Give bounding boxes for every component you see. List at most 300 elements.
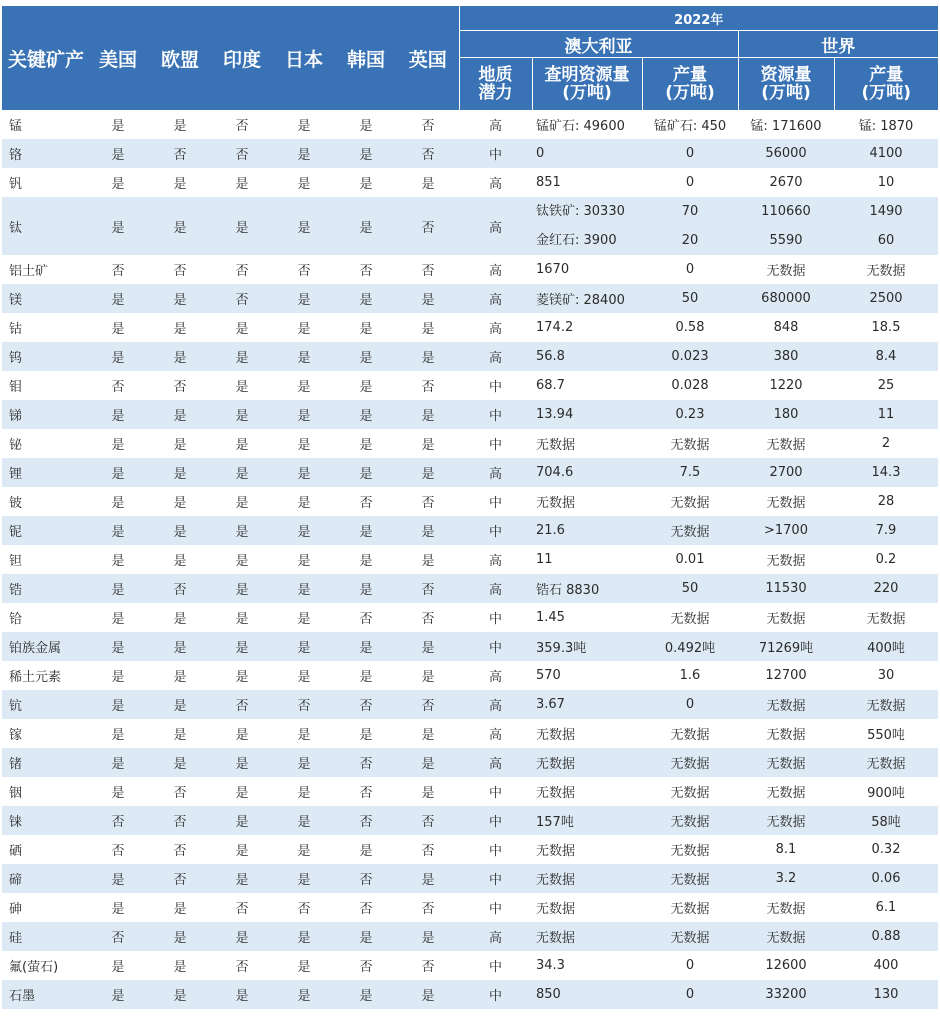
cell-country-korea: 是 <box>335 632 397 661</box>
cell-country-uk: 是 <box>397 458 459 487</box>
table-row <box>2 139 938 168</box>
header-aus-production: 产量 (万吨) <box>642 58 738 111</box>
header-country-japan: 日本 <box>273 6 335 110</box>
cell-geo-potential: 高 <box>459 313 532 342</box>
header-geo-potential: 地质 潜力 <box>459 58 532 111</box>
cell-country-us: 是 <box>87 661 149 690</box>
cell-country-us: 是 <box>87 777 149 806</box>
cell-country-eu: 是 <box>149 516 211 545</box>
cell-world-reserves: >1700 <box>738 516 834 545</box>
cell-aus-reserves: 无数据 <box>532 748 642 777</box>
cell-geo-potential: 高 <box>459 342 532 371</box>
cell-mineral-name: 铝土矿 <box>2 255 87 284</box>
cell-world-reserves: 无数据 <box>738 690 834 719</box>
cell-mineral-name: 铬 <box>2 139 87 168</box>
cell-country-uk: 是 <box>397 545 459 574</box>
cell-mineral-name: 镁 <box>2 284 87 313</box>
cell-aus-production: 无数据 <box>642 748 738 777</box>
cell-country-india: 否 <box>211 893 273 922</box>
cell-world-reserves: 无数据 <box>738 255 834 284</box>
cell-country-india: 是 <box>211 922 273 951</box>
cell-country-india: 是 <box>211 400 273 429</box>
cell-aus-production: 0.023 <box>642 342 738 371</box>
cell-world-production: 无数据 <box>834 255 938 284</box>
cell-aus-production-line2: 20 <box>681 233 699 248</box>
cell-country-eu: 否 <box>149 255 211 284</box>
cell-world-production: 8.4 <box>834 342 938 371</box>
cell-country-india: 否 <box>211 951 273 980</box>
cell-world-reserves: 8.1 <box>738 835 834 864</box>
cell-mineral-name: 钽 <box>2 545 87 574</box>
cell-country-korea: 是 <box>335 661 397 690</box>
table-row <box>2 487 938 516</box>
cell-country-japan: 是 <box>273 516 335 545</box>
cell-aus-reserves: 无数据 <box>532 777 642 806</box>
cell-mineral-name: 镓 <box>2 719 87 748</box>
cell-mineral-name: 硅 <box>2 922 87 951</box>
cell-country-us: 是 <box>87 197 149 255</box>
cell-world-reserves: 无数据 <box>738 545 834 574</box>
cell-geo-potential: 中 <box>459 835 532 864</box>
table-row <box>2 516 938 545</box>
cell-country-uk: 否 <box>397 371 459 400</box>
cell-country-us: 是 <box>87 748 149 777</box>
cell-geo-potential: 中 <box>459 864 532 893</box>
cell-country-us: 是 <box>87 574 149 603</box>
cell-country-us: 是 <box>87 168 149 197</box>
cell-country-korea: 是 <box>335 139 397 168</box>
cell-country-japan: 是 <box>273 661 335 690</box>
cell-country-uk: 是 <box>397 980 459 1009</box>
cell-country-uk: 是 <box>397 342 459 371</box>
cell-country-us: 是 <box>87 458 149 487</box>
cell-world-reserves: 无数据 <box>738 429 834 458</box>
cell-aus-production-line1: 70 <box>681 204 699 219</box>
cell-country-india: 是 <box>211 806 273 835</box>
cell-world-production: 6.1 <box>834 893 938 922</box>
cell-country-india: 是 <box>211 371 273 400</box>
cell-country-uk: 否 <box>397 197 459 255</box>
header-country-korea: 韩国 <box>335 6 397 110</box>
cell-world-production: 25 <box>834 371 938 400</box>
cell-country-korea: 是 <box>335 197 397 255</box>
cell-world-reserves: 无数据 <box>738 893 834 922</box>
table-row <box>2 197 938 255</box>
cell-mineral-name: 钛 <box>2 197 87 255</box>
cell-aus-production: 无数据 <box>642 806 738 835</box>
cell-world-reserves: 380 <box>738 342 834 371</box>
cell-country-korea: 否 <box>335 748 397 777</box>
cell-country-japan: 是 <box>273 284 335 313</box>
cell-aus-reserves-line2: 金红石: 3900 <box>536 233 617 248</box>
cell-geo-potential: 高 <box>459 255 532 284</box>
table-body <box>2 110 938 1009</box>
cell-country-korea: 是 <box>335 835 397 864</box>
cell-country-us: 是 <box>87 603 149 632</box>
cell-aus-production: 无数据 <box>642 719 738 748</box>
cell-aus-production: 0.492吨 <box>642 632 738 661</box>
cell-country-us: 否 <box>87 835 149 864</box>
cell-aus-reserves: 174.2 <box>532 313 642 342</box>
cell-aus-reserves: 56.8 <box>532 342 642 371</box>
cell-country-uk: 是 <box>397 922 459 951</box>
cell-world-production: 130 <box>834 980 938 1009</box>
cell-country-uk: 是 <box>397 284 459 313</box>
cell-country-uk: 否 <box>397 139 459 168</box>
cell-country-eu: 是 <box>149 690 211 719</box>
cell-country-uk: 否 <box>397 690 459 719</box>
cell-country-japan: 是 <box>273 574 335 603</box>
cell-country-korea: 否 <box>335 806 397 835</box>
table-row <box>2 777 938 806</box>
cell-geo-potential: 中 <box>459 371 532 400</box>
cell-country-japan: 是 <box>273 458 335 487</box>
cell-aus-reserves: 1670 <box>532 255 642 284</box>
cell-aus-production: 1.6 <box>642 661 738 690</box>
cell-country-japan: 否 <box>273 255 335 284</box>
cell-country-india: 是 <box>211 342 273 371</box>
cell-world-production: 锰: 1870 <box>834 110 938 139</box>
cell-geo-potential: 高 <box>459 168 532 197</box>
cell-aus-reserves-line1: 钛铁矿: 30330 <box>536 204 625 219</box>
cell-country-uk: 是 <box>397 777 459 806</box>
header-world-production: 产量 (万吨) <box>834 58 938 111</box>
cell-world-production-line1: 1490 <box>869 204 903 219</box>
cell-country-eu: 否 <box>149 371 211 400</box>
cell-country-japan: 是 <box>273 487 335 516</box>
cell-country-india: 是 <box>211 748 273 777</box>
cell-country-japan: 是 <box>273 777 335 806</box>
cell-country-uk: 是 <box>397 313 459 342</box>
cell-country-eu: 是 <box>149 893 211 922</box>
cell-aus-production: 0.58 <box>642 313 738 342</box>
cell-world-reserves: 3.2 <box>738 864 834 893</box>
cell-country-korea: 是 <box>335 516 397 545</box>
cell-country-japan: 是 <box>273 429 335 458</box>
cell-country-us: 是 <box>87 516 149 545</box>
cell-country-eu: 是 <box>149 429 211 458</box>
cell-geo-potential: 中 <box>459 951 532 980</box>
cell-aus-reserves: 1.45 <box>532 603 642 632</box>
cell-country-japan: 是 <box>273 400 335 429</box>
cell-world-reserves: 无数据 <box>738 748 834 777</box>
cell-country-us: 是 <box>87 313 149 342</box>
cell-geo-potential: 高 <box>459 574 532 603</box>
cell-country-eu: 是 <box>149 458 211 487</box>
cell-world-production: 0.06 <box>834 864 938 893</box>
cell-country-uk: 否 <box>397 835 459 864</box>
cell-world-production: 7.9 <box>834 516 938 545</box>
cell-world-reserves: 无数据 <box>738 806 834 835</box>
cell-mineral-name: 锑 <box>2 400 87 429</box>
cell-world-reserves: 无数据 <box>738 603 834 632</box>
cell-country-korea: 否 <box>335 777 397 806</box>
cell-country-eu: 是 <box>149 748 211 777</box>
cell-country-eu: 是 <box>149 922 211 951</box>
cell-country-japan: 是 <box>273 603 335 632</box>
critical-minerals-table <box>2 6 938 1009</box>
cell-country-korea: 是 <box>335 400 397 429</box>
cell-country-india: 否 <box>211 110 273 139</box>
cell-country-uk: 否 <box>397 806 459 835</box>
cell-mineral-name: 锂 <box>2 458 87 487</box>
cell-country-korea: 否 <box>335 893 397 922</box>
cell-aus-reserves: 68.7 <box>532 371 642 400</box>
cell-mineral-name: 铍 <box>2 487 87 516</box>
cell-mineral-name: 铂族金属 <box>2 632 87 661</box>
cell-country-japan: 否 <box>273 690 335 719</box>
cell-country-us: 否 <box>87 806 149 835</box>
table-row <box>2 284 938 313</box>
table-row <box>2 313 938 342</box>
cell-country-japan: 是 <box>273 342 335 371</box>
cell-country-us: 是 <box>87 139 149 168</box>
cell-aus-reserves: 11 <box>532 545 642 574</box>
cell-country-india: 是 <box>211 603 273 632</box>
cell-geo-potential: 中 <box>459 632 532 661</box>
header-world-reserves: 资源量 (万吨) <box>738 58 834 111</box>
cell-world-reserves: 33200 <box>738 980 834 1009</box>
cell-country-eu: 否 <box>149 777 211 806</box>
cell-country-uk: 是 <box>397 719 459 748</box>
cell-mineral-name: 锰 <box>2 110 87 139</box>
cell-country-korea: 是 <box>335 545 397 574</box>
cell-aus-production: 无数据 <box>642 777 738 806</box>
cell-country-india: 是 <box>211 516 273 545</box>
cell-country-japan: 是 <box>273 545 335 574</box>
cell-world-production: 30 <box>834 661 938 690</box>
cell-country-eu: 是 <box>149 661 211 690</box>
cell-aus-reserves: 851 <box>532 168 642 197</box>
cell-country-korea: 否 <box>335 864 397 893</box>
cell-world-production: 无数据 <box>834 603 938 632</box>
cell-country-uk: 否 <box>397 487 459 516</box>
cell-world-production: 11 <box>834 400 938 429</box>
cell-country-uk: 是 <box>397 168 459 197</box>
cell-aus-production: 0 <box>642 255 738 284</box>
cell-mineral-name: 石墨 <box>2 980 87 1009</box>
cell-country-korea: 是 <box>335 110 397 139</box>
cell-country-us: 否 <box>87 922 149 951</box>
table-row <box>2 980 938 1009</box>
cell-country-japan: 是 <box>273 922 335 951</box>
cell-geo-potential: 高 <box>459 748 532 777</box>
cell-world-production: 2 <box>834 429 938 458</box>
table-row <box>2 719 938 748</box>
table-row <box>2 603 938 632</box>
cell-mineral-name: 稀土元素 <box>2 661 87 690</box>
cell-country-japan: 是 <box>273 951 335 980</box>
cell-country-eu: 否 <box>149 806 211 835</box>
cell-aus-production: 0 <box>642 980 738 1009</box>
cell-country-eu: 是 <box>149 951 211 980</box>
cell-country-india: 是 <box>211 777 273 806</box>
cell-geo-potential: 中 <box>459 893 532 922</box>
cell-aus-reserves <box>532 197 642 255</box>
cell-mineral-name: 钒 <box>2 168 87 197</box>
table-row <box>2 110 938 139</box>
cell-country-us: 是 <box>87 632 149 661</box>
cell-country-uk: 是 <box>397 864 459 893</box>
cell-geo-potential: 高 <box>459 458 532 487</box>
cell-country-eu: 否 <box>149 864 211 893</box>
cell-geo-potential: 中 <box>459 487 532 516</box>
cell-country-india: 是 <box>211 168 273 197</box>
cell-country-japan: 是 <box>273 719 335 748</box>
cell-country-uk: 是 <box>397 516 459 545</box>
cell-country-us: 是 <box>87 545 149 574</box>
table-row <box>2 748 938 777</box>
cell-aus-production: 无数据 <box>642 516 738 545</box>
cell-country-japan: 否 <box>273 893 335 922</box>
cell-aus-reserves: 13.94 <box>532 400 642 429</box>
cell-country-japan: 是 <box>273 864 335 893</box>
cell-country-korea: 是 <box>335 980 397 1009</box>
cell-country-india: 是 <box>211 545 273 574</box>
cell-world-production: 0.2 <box>834 545 938 574</box>
cell-country-korea: 否 <box>335 603 397 632</box>
cell-geo-potential: 高 <box>459 922 532 951</box>
table-row <box>2 864 938 893</box>
cell-aus-reserves: 无数据 <box>532 864 642 893</box>
cell-mineral-name: 锆 <box>2 574 87 603</box>
cell-country-india: 否 <box>211 255 273 284</box>
cell-aus-production: 0 <box>642 168 738 197</box>
table-row <box>2 400 938 429</box>
cell-country-eu: 是 <box>149 632 211 661</box>
cell-aus-production: 0 <box>642 951 738 980</box>
cell-country-japan: 是 <box>273 110 335 139</box>
cell-country-eu: 是 <box>149 284 211 313</box>
cell-aus-production: 0.028 <box>642 371 738 400</box>
cell-country-eu: 是 <box>149 342 211 371</box>
cell-country-japan: 是 <box>273 371 335 400</box>
cell-world-reserves: 无数据 <box>738 922 834 951</box>
header-country-uk: 英国 <box>397 6 459 110</box>
table-row <box>2 806 938 835</box>
cell-country-korea: 否 <box>335 255 397 284</box>
cell-geo-potential: 高 <box>459 110 532 139</box>
cell-country-india: 是 <box>211 574 273 603</box>
cell-world-reserves: 848 <box>738 313 834 342</box>
cell-country-uk: 否 <box>397 951 459 980</box>
cell-mineral-name: 碲 <box>2 864 87 893</box>
table-row <box>2 835 938 864</box>
cell-world-reserves: 680000 <box>738 284 834 313</box>
cell-world-production: 4100 <box>834 139 938 168</box>
cell-world-reserves: 12700 <box>738 661 834 690</box>
cell-geo-potential: 高 <box>459 284 532 313</box>
cell-world-reserves: 2700 <box>738 458 834 487</box>
cell-world-reserves: 12600 <box>738 951 834 980</box>
cell-country-japan: 是 <box>273 313 335 342</box>
header-world: 世界 <box>738 31 938 58</box>
cell-aus-production: 无数据 <box>642 864 738 893</box>
cell-world-production: 10 <box>834 168 938 197</box>
cell-world-reserves-line2: 5590 <box>769 233 803 248</box>
cell-country-eu: 是 <box>149 719 211 748</box>
cell-geo-potential: 高 <box>459 690 532 719</box>
cell-geo-potential: 中 <box>459 429 532 458</box>
cell-geo-potential: 中 <box>459 980 532 1009</box>
cell-world-production: 0.32 <box>834 835 938 864</box>
header-mineral: 关键矿产 <box>2 6 87 110</box>
cell-country-india: 是 <box>211 835 273 864</box>
cell-aus-reserves: 3.67 <box>532 690 642 719</box>
cell-aus-reserves: 锆石 8830 <box>532 574 642 603</box>
cell-country-india: 是 <box>211 864 273 893</box>
cell-country-korea: 是 <box>335 719 397 748</box>
table-row <box>2 458 938 487</box>
cell-aus-reserves: 0 <box>532 139 642 168</box>
cell-world-reserves: 无数据 <box>738 777 834 806</box>
cell-country-india: 否 <box>211 284 273 313</box>
cell-aus-reserves: 157吨 <box>532 806 642 835</box>
table-row <box>2 574 938 603</box>
cell-country-india: 是 <box>211 661 273 690</box>
cell-country-us: 是 <box>87 951 149 980</box>
table-row <box>2 951 938 980</box>
cell-mineral-name: 钴 <box>2 313 87 342</box>
cell-world-reserves: 无数据 <box>738 719 834 748</box>
cell-world-production <box>834 197 938 255</box>
cell-aus-reserves: 无数据 <box>532 719 642 748</box>
cell-geo-potential: 高 <box>459 661 532 690</box>
cell-aus-reserves: 锰矿石: 49600 <box>532 110 642 139</box>
cell-country-uk: 否 <box>397 603 459 632</box>
cell-world-production: 14.3 <box>834 458 938 487</box>
cell-country-eu: 否 <box>149 574 211 603</box>
cell-aus-production: 无数据 <box>642 922 738 951</box>
cell-aus-production: 0.23 <box>642 400 738 429</box>
cell-aus-production: 0 <box>642 690 738 719</box>
cell-country-eu: 是 <box>149 545 211 574</box>
cell-world-reserves: 无数据 <box>738 487 834 516</box>
header-country-us: 美国 <box>87 6 149 110</box>
cell-country-uk: 否 <box>397 893 459 922</box>
cell-country-japan: 是 <box>273 806 335 835</box>
cell-country-us: 是 <box>87 719 149 748</box>
cell-mineral-name: 铼 <box>2 806 87 835</box>
table-row <box>2 371 938 400</box>
cell-country-us: 是 <box>87 429 149 458</box>
table-row <box>2 632 938 661</box>
cell-world-production: 28 <box>834 487 938 516</box>
cell-aus-reserves: 570 <box>532 661 642 690</box>
cell-world-production: 18.5 <box>834 313 938 342</box>
cell-world-reserves <box>738 197 834 255</box>
cell-world-reserves: 11530 <box>738 574 834 603</box>
table-row <box>2 545 938 574</box>
cell-country-japan: 是 <box>273 835 335 864</box>
cell-country-us: 是 <box>87 284 149 313</box>
cell-country-us: 是 <box>87 893 149 922</box>
cell-country-us: 是 <box>87 980 149 1009</box>
cell-aus-reserves: 无数据 <box>532 487 642 516</box>
cell-country-korea: 是 <box>335 168 397 197</box>
cell-world-reserves: 2670 <box>738 168 834 197</box>
cell-aus-reserves: 704.6 <box>532 458 642 487</box>
cell-mineral-name: 铌 <box>2 516 87 545</box>
cell-aus-reserves: 850 <box>532 980 642 1009</box>
cell-country-eu: 是 <box>149 313 211 342</box>
cell-geo-potential: 高 <box>459 197 532 255</box>
cell-country-us: 否 <box>87 371 149 400</box>
cell-aus-reserves: 359.3吨 <box>532 632 642 661</box>
cell-mineral-name: 铟 <box>2 777 87 806</box>
cell-country-india: 是 <box>211 458 273 487</box>
cell-country-korea: 是 <box>335 458 397 487</box>
